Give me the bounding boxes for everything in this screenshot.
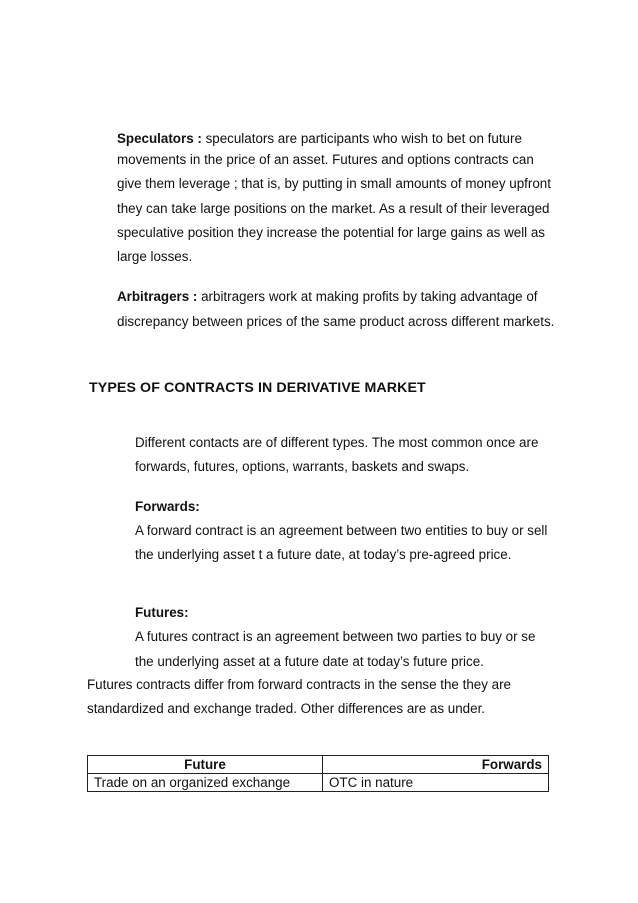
forwards-title: Forwards: [135, 499, 200, 514]
speculators-line-3: give them leverage ; that is, by putting in small amounts of money upfront [117, 176, 551, 191]
comparison-table [87, 755, 549, 792]
intro-line-2: forwards, futures, options, warrants, baskets and swaps. [135, 459, 470, 474]
speculators-text: speculators are participants who wish to bet on future [201, 131, 522, 146]
arbitragers-term: Arbitragers : [117, 289, 198, 304]
intro-line-1: Different contacts are of different types. The most common once are [135, 435, 539, 450]
differences-line-2: standardized and exchange traded. Other differences are as under. [87, 701, 486, 716]
futures-title: Futures: [135, 605, 189, 620]
forwards-line-2: the underlying asset t a future date, at today’s pre-agreed price. [135, 547, 512, 562]
differences-line-1: Futures contracts differ from forward contracts in the sense the they are [87, 677, 511, 692]
futures-line-2: the underlying asset at a future date at today’s future price. [135, 654, 484, 669]
speculators-line-5: speculative position they increase the potential for large gains as well as [117, 225, 546, 240]
section-heading: TYPES OF CONTRACTS IN DERIVATIVE MARKET [89, 380, 426, 396]
speculators-line-4: they can take large positions on the market. As a result of their leveraged [117, 201, 550, 216]
table-cell: Trade on an organized exchange [88, 774, 323, 792]
speculators-line-2: movements in the price of an asset. Futures and options contracts can [117, 152, 534, 167]
arbitragers-line-2: discrepancy between prices of the same product across different markets. [117, 314, 555, 329]
table-row [88, 774, 549, 792]
table-cell: OTC in nature [323, 774, 549, 792]
table-header-row [88, 756, 549, 774]
speculators-term: Speculators : [117, 131, 202, 146]
speculators-line-1 [117, 127, 522, 151]
forwards-line-1: A forward contract is an agreement between two entities to buy or sell [135, 523, 548, 538]
arbitragers-text: arbitragers work at making profits by taking advantage of [197, 289, 538, 304]
speculators-line-6: large losses. [117, 249, 193, 264]
futures-line-1: A futures contract is an agreement between two parties to buy or se [135, 629, 536, 644]
table-header-forwards: Forwards [323, 756, 549, 774]
table-header-future: Future [88, 756, 323, 774]
arbitragers-line-1 [117, 289, 538, 304]
